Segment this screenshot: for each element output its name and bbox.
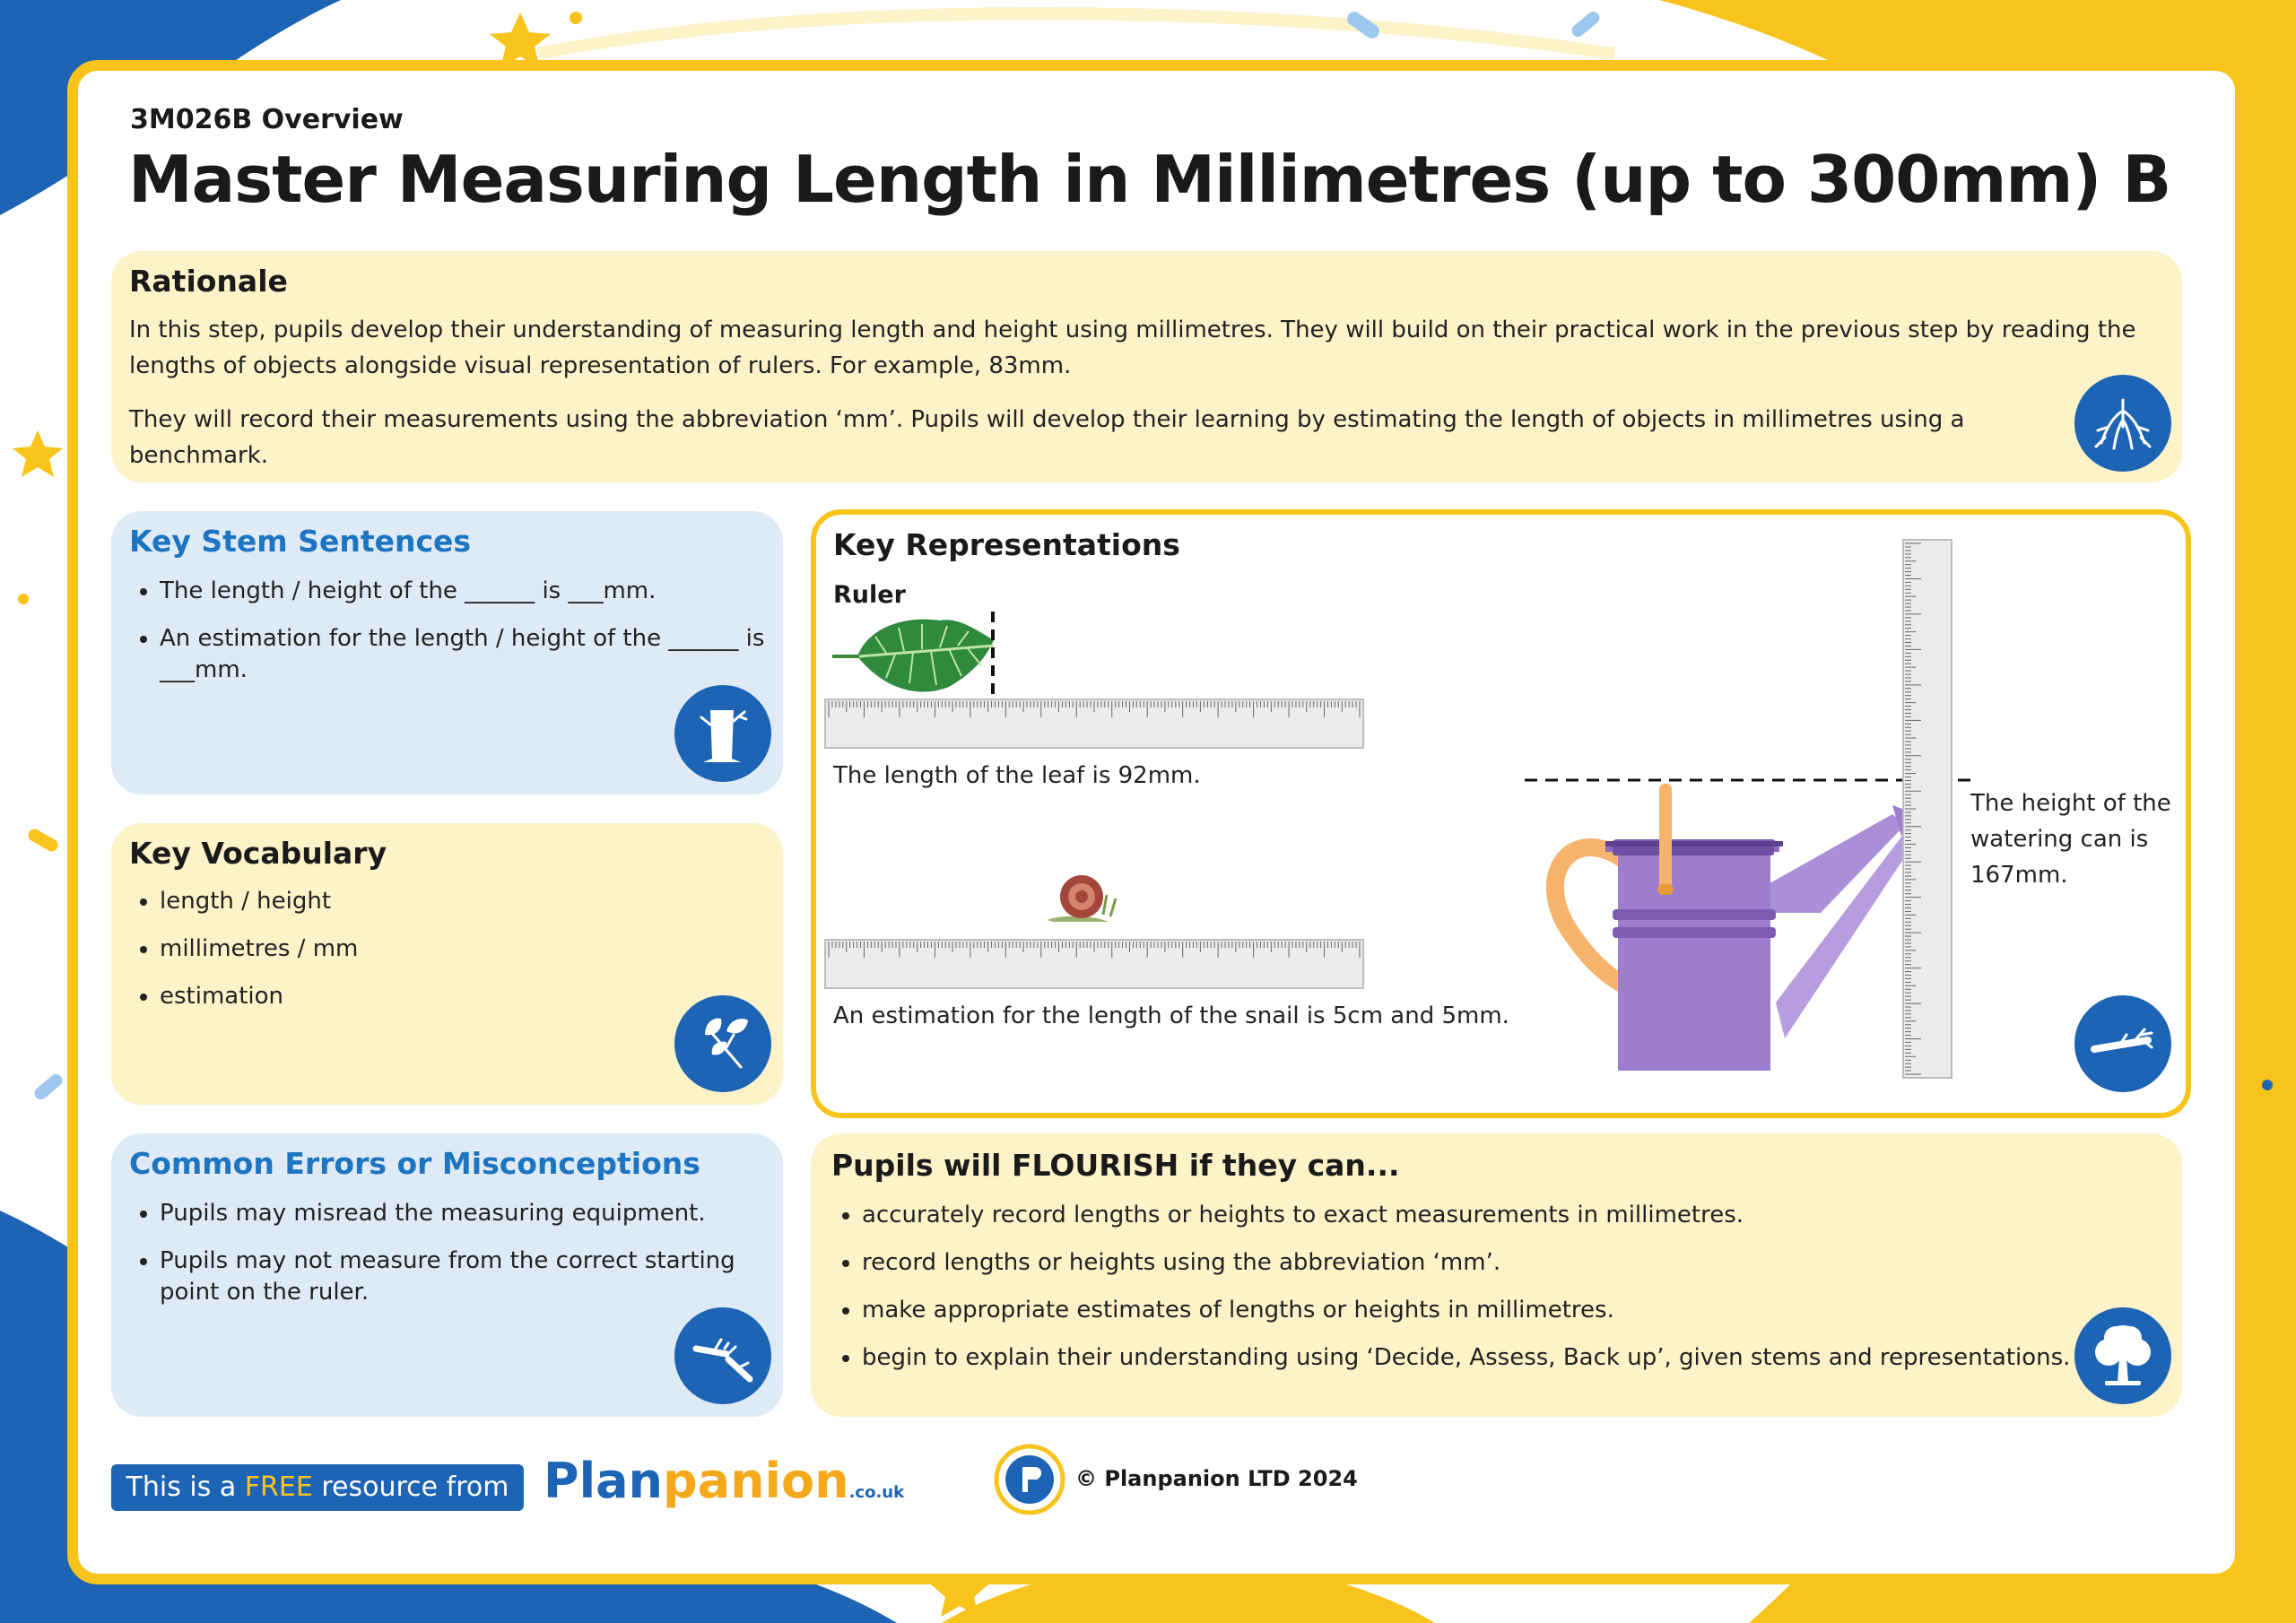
flourish-list: [831, 1200, 2100, 1390]
list-item: • accurately record lengths or heights to exact measurements in millimetres.: [862, 1200, 2100, 1231]
leaves-icon: [674, 995, 771, 1092]
list-item: • length / height: [160, 886, 787, 917]
snail-caption: An estimation for the length of the snail is 5cm and 5mm.: [833, 1002, 1509, 1029]
logo-text-domain: .co.uk: [848, 1483, 905, 1502]
ruler: [825, 699, 1363, 748]
planpanion-logo[interactable]: [544, 1453, 904, 1509]
ruler-subheading: Ruler: [833, 581, 906, 609]
list-item: • record lengths or heights using the abbreviation ‘mm’.: [862, 1247, 2100, 1279]
list-item: • estimation: [160, 981, 787, 1012]
overview-code: 3M026B Overview: [130, 104, 404, 135]
errors-list: [129, 1198, 796, 1324]
free-resource-banner: [111, 1464, 524, 1511]
list-item: • make appropriate estimates of lengths or heights in millimetres.: [862, 1295, 2100, 1326]
trunk-icon: [674, 685, 771, 782]
roots-icon: [2074, 375, 2171, 472]
logo-text-panion: panion: [662, 1453, 849, 1509]
list-item: • The length / height of the ______ is ___mm.: [160, 576, 796, 607]
watering-can-caption: The height of the watering can is 167mm.: [1970, 790, 2171, 889]
leaf-image: [832, 620, 994, 692]
tree-icon: [2074, 1307, 2171, 1404]
free-text-pre: This is a: [126, 1471, 245, 1503]
branch-icon: [2074, 995, 2171, 1092]
list-item: • millimetres / mm: [160, 933, 787, 965]
list-item: • begin to explain their understanding using ‘Decide, Assess, Back up’, given stems and representations.: [862, 1342, 2100, 1374]
list-item: • Pupils may misread the measuring equipment.: [160, 1198, 796, 1229]
leaf-ruler-illustration: [823, 610, 1370, 753]
vocabulary-heading: Key Vocabulary: [129, 836, 387, 871]
leaf-caption: The length of the leaf is 92mm.: [833, 762, 1201, 789]
copyright-text: © Planpanion LTD 2024: [1075, 1466, 1358, 1491]
rationale-paragraph-2: They will record their measurements using the abbreviation ‘mm’. Pupils will develop their learning by estimating the length of objects in millimetres using a benchmark.: [129, 406, 1965, 469]
ruler: [825, 940, 1363, 988]
rationale-heading: Rationale: [129, 264, 288, 299]
planpanion-badge-icon: [994, 1444, 1065, 1515]
stem-sentences-heading: Key Stem Sentences: [129, 524, 472, 559]
rationale-paragraph-1: In this step, pupils develop their understanding of measuring length and height using millimetres. They will build on their practical work in the previous step by reading the lengths of objects alongside visual representation of rulers. For example, 83mm.: [129, 317, 2136, 379]
logo-text-plan: Plan: [544, 1453, 663, 1509]
representations-heading: Key Representations: [833, 527, 1180, 562]
snail-ruler-illustration: [823, 870, 1370, 990]
broken-branch-icon: [674, 1307, 771, 1404]
stem-sentences-list: [129, 576, 796, 702]
free-text-post: resource from: [312, 1471, 509, 1503]
flourish-heading: Pupils will FLOURISH if they can...: [831, 1148, 1400, 1183]
list-item: • Pupils may not measure from the correct starting point on the ruler.: [160, 1245, 796, 1308]
vertical-ruler: [1903, 540, 1952, 1078]
list-item: • An estimation for the length / height of the ______ is ___mm.: [160, 623, 796, 686]
errors-heading: Common Errors or Misconceptions: [129, 1146, 700, 1181]
watering-can-illustration: [1516, 536, 1982, 1083]
free-text-highlight: FREE: [244, 1471, 313, 1503]
watering-can-image: [1555, 784, 1937, 1071]
snail-image: [1048, 875, 1116, 922]
page-title: Master Measuring Length in Millimetres (up to 300mm) B: [128, 142, 2171, 217]
